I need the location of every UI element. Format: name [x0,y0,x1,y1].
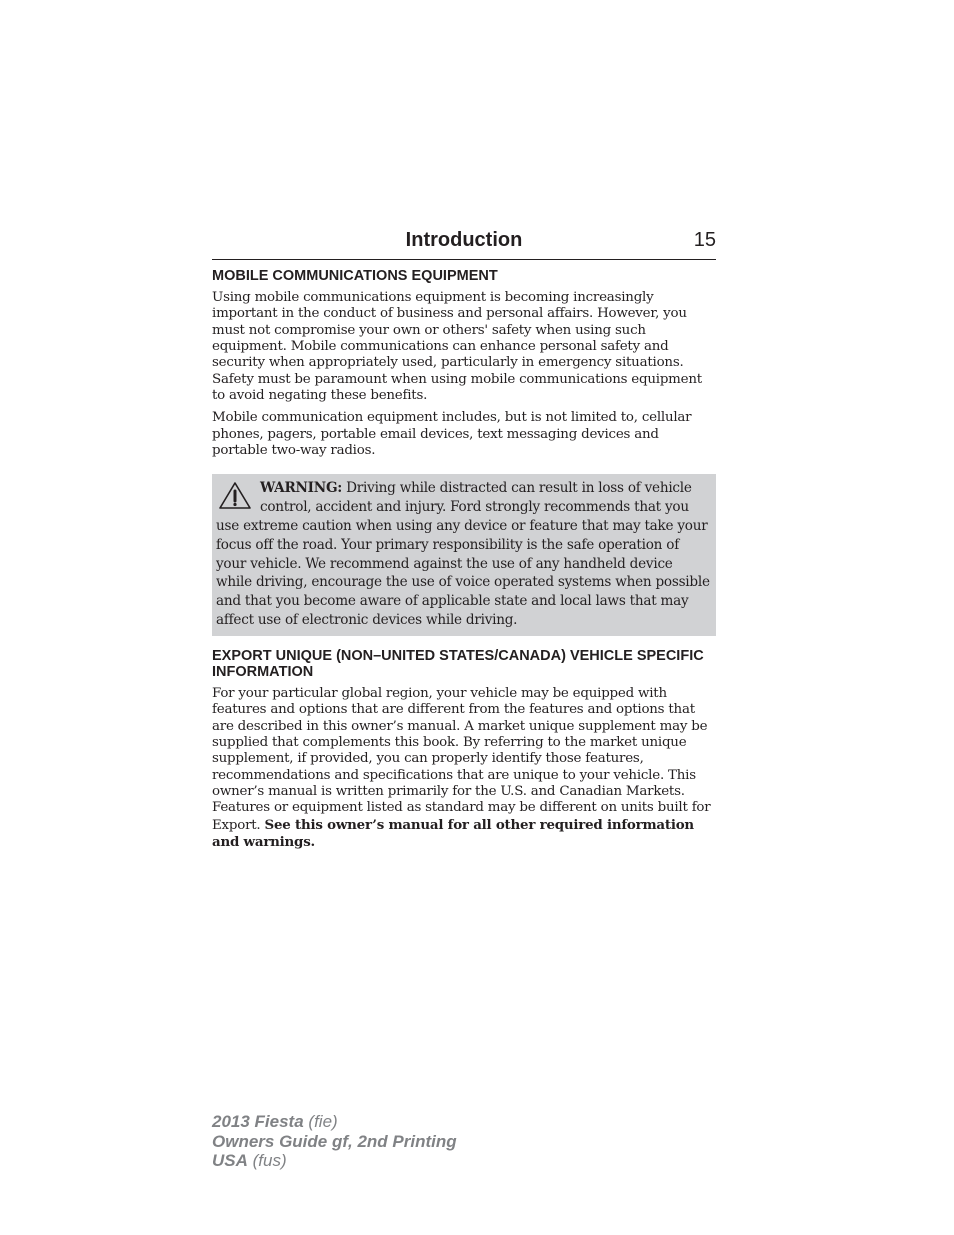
paragraph-export [212,686,716,851]
heading-mobile-communications: MOBILE COMMUNICATIONS EQUIPMENT [212,268,498,284]
section-title: Introduction [405,229,523,251]
warning-text [216,479,711,629]
page-number: 15 [693,229,716,251]
warning-body: Driving while distracted can result in loss of vehicle control, accident and injury. Ford strongly recommends that you use extreme caution when using any device or feature that may take your focus off the road. Your primary responsibility is the safe operation of your vehicle. We recommend against the use of any handheld device while driving, encourage the use of voice operated systems when possible and that you become aware of applicable state and local laws that may affect use of electronic devices while driving. [216,480,710,629]
footer-model-code: (fie) [308,1112,338,1131]
footer-model: 2013 Fiesta [212,1112,304,1131]
warning-triangle-icon [218,481,252,511]
footer-market-code: (fus) [252,1151,287,1170]
page-footer [212,1112,457,1171]
footer-line-model [212,1112,457,1132]
paragraph-mobile-devices: Mobile communication equipment includes, but is not limited to, cellular phones, pagers, portable email devices, text messaging devices and portable two-way radios. [212,410,692,459]
footer-market: USA [212,1151,248,1170]
warning-label: WARNING: [260,480,343,497]
footer-line-market [212,1151,457,1171]
heading-export-unique: EXPORT UNIQUE (NON–UNITED STATES/CANADA) VEHICLE SPECIFIC INFORMATION [212,647,704,680]
warning-box [212,474,716,635]
page-content [212,268,716,851]
paragraph-mobile-intro: Using mobile communications equipment is becoming increasingly important in the conduct of business and personal affairs. However, you must not compromise your own or others' safety when using such equipment. Mobile communications can enhance personal safety and security when appropriately used, particularly in emergency situations. Safety must be paramount when using mobile communications equipment to avoid negating these benefits. [212,290,702,404]
paragraph-export-text: For your particular global region, your vehicle may be equipped with features and options that are different from the features and options that are described in this owner’s manual. A market unique supplement may be supplied that complements this book. By referring to the market unique supplement, if provided, you can properly identify those features, recommendations and specifications that are unique to your vehicle. This owner’s manual is written primarily for the U.S. and Canadian Markets. Features or equipment listed as standard may be different on units built for Export. [212,685,711,833]
footer-guide: Owners Guide gf, 2nd Printing [212,1131,457,1151]
paragraph-export-bold: See this owner’s manual for all other required information and warnings. [212,816,694,850]
page-header [212,229,716,260]
